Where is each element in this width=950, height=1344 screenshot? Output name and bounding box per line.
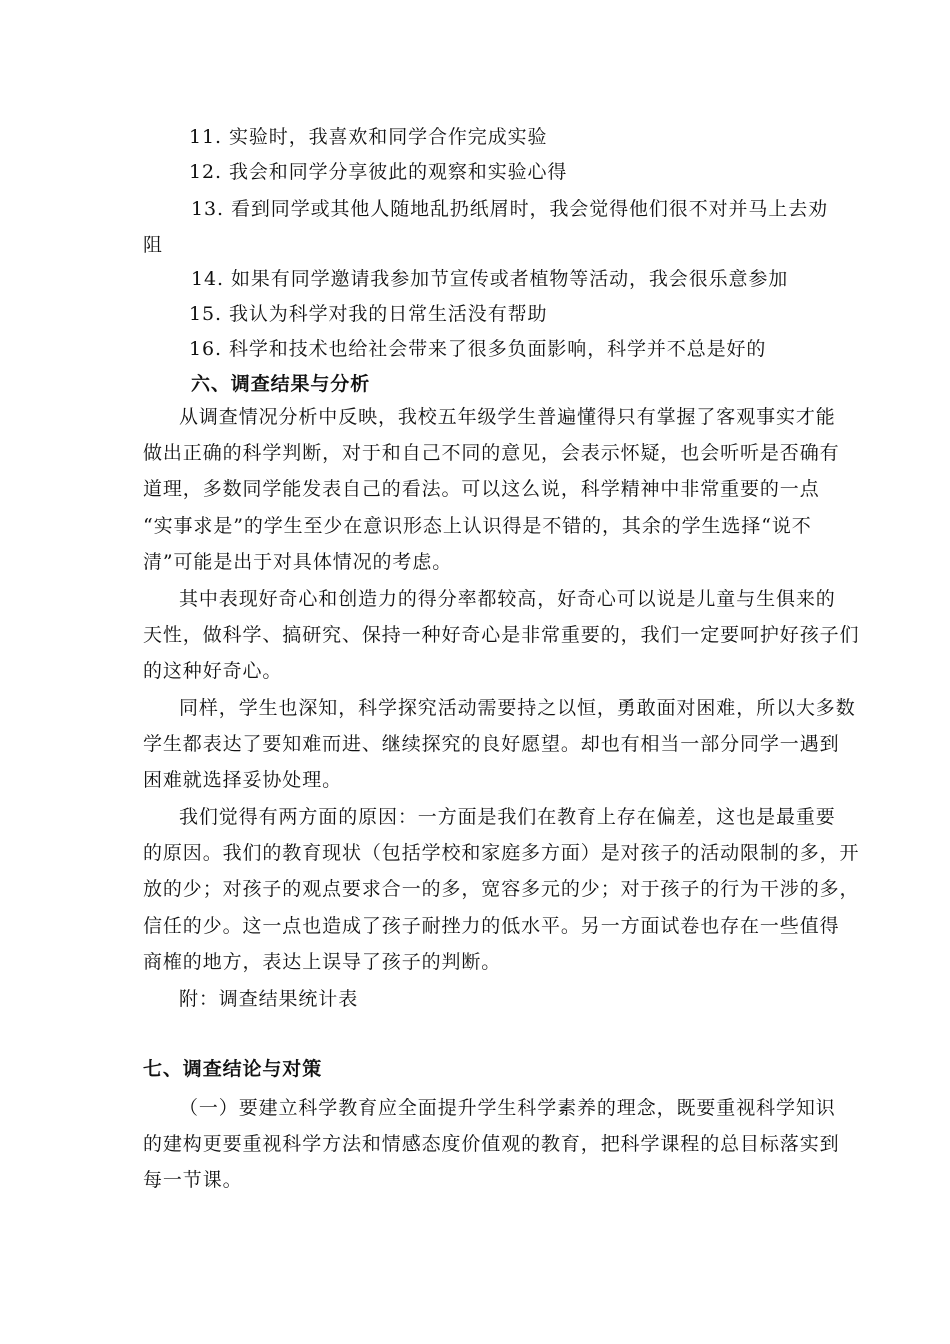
item-text: 实验时，我喜欢和同学合作完成实验 — [229, 126, 548, 148]
item-text: 如果有同学邀请我参加节宣传或者植物等活动，我会很乐意参加 — [231, 268, 789, 290]
item-text: 科学和技术也给社会带来了很多负面影响，科学并不总是好的 — [229, 338, 767, 360]
paragraph-line: 同样，学生也深知，科学探究活动需要持之以恒，勇敢面对困难，所以大多数 — [179, 697, 856, 719]
paragraph-line: 信任的少。这一点也造成了孩子耐挫力的低水平。另一方面试卷也存在一些值得 — [143, 915, 840, 937]
paragraph-line: 每一节课。 — [143, 1169, 243, 1191]
paragraph-line: 的建构更要重视科学方法和情感态度价值观的教育，把科学课程的总目标落实到 — [143, 1133, 840, 1155]
item-number: 16. — [189, 338, 222, 360]
list-item — [189, 337, 766, 361]
paragraph-line: 的这种好奇心。 — [143, 660, 283, 682]
paragraph-line: “实事求是”的学生至少在意识形态上认识得是不错的，其余的学生选择“说不 — [143, 515, 812, 537]
section-heading: 六、调查结果与分析 — [191, 373, 371, 395]
item-text: 看到同学或其他人随地乱扔纸屑时，我会觉得他们很不对并马上去劝 — [231, 198, 829, 220]
item-number: 15. — [189, 303, 222, 325]
item-number: 14. — [191, 268, 224, 290]
item-text: 我认为科学对我的日常生活没有帮助 — [229, 303, 548, 325]
paragraph-line: （一）要建立科学教育应全面提升学生科学素养的理念，既要重视科学知识 — [179, 1097, 836, 1119]
list-item — [189, 302, 547, 326]
section-heading: 七、调查结论与对策 — [143, 1058, 323, 1080]
list-item — [189, 160, 567, 184]
paragraph-line: 做出正确的科学判断，对于和自己不同的意见，会表示怀疑，也会听听是否确有 — [143, 442, 840, 464]
paragraph-line: 困难就选择妥协处理。 — [143, 769, 343, 791]
paragraph-line: 的原因。我们的教育现状（包括学校和家庭多方面）是对孩子的活动限制的多，开 — [143, 842, 860, 864]
paragraph-line: 商榷的地方，表达上误导了孩子的判断。 — [143, 951, 502, 973]
item-number: 13. — [191, 198, 224, 220]
item-number: 12. — [189, 161, 222, 183]
paragraph-line: 我们觉得有两方面的原因：一方面是我们在教育上存在偏差，这也是最重要 — [179, 806, 836, 828]
list-item-continuation: 阻 — [143, 234, 163, 256]
list-item — [191, 267, 788, 291]
list-item — [191, 197, 828, 221]
paragraph-line: 其中表现好奇心和创造力的得分率都较高，好奇心可以说是儿童与生俱来的 — [179, 588, 836, 610]
appendix-note: 附：调查结果统计表 — [179, 988, 359, 1010]
paragraph-line: 天性，做科学、搞研究、保持一种好奇心是非常重要的，我们一定要呵护好孩子们 — [143, 624, 860, 646]
paragraph-line: 从调查情况分析中反映，我校五年级学生普遍懂得只有掌握了客观事实才能 — [179, 406, 836, 428]
item-number: 11. — [189, 126, 222, 148]
paragraph-line: 放的少；对孩子的观点要求合一的多，宽容多元的少；对于孩子的行为干涉的多， — [143, 878, 860, 900]
paragraph-line: 学生都表达了要知难而进、继续探究的良好愿望。却也有相当一部分同学一遇到 — [143, 733, 840, 755]
paragraph-line: 道理，多数同学能发表自己的看法。可以这么说，科学精神中非常重要的一点 — [143, 478, 820, 500]
list-item — [189, 125, 547, 149]
paragraph-line: 清”可能是出于对具体情况的考虑。 — [143, 551, 453, 573]
item-text: 我会和同学分享彼此的观察和实验心得 — [229, 161, 568, 183]
